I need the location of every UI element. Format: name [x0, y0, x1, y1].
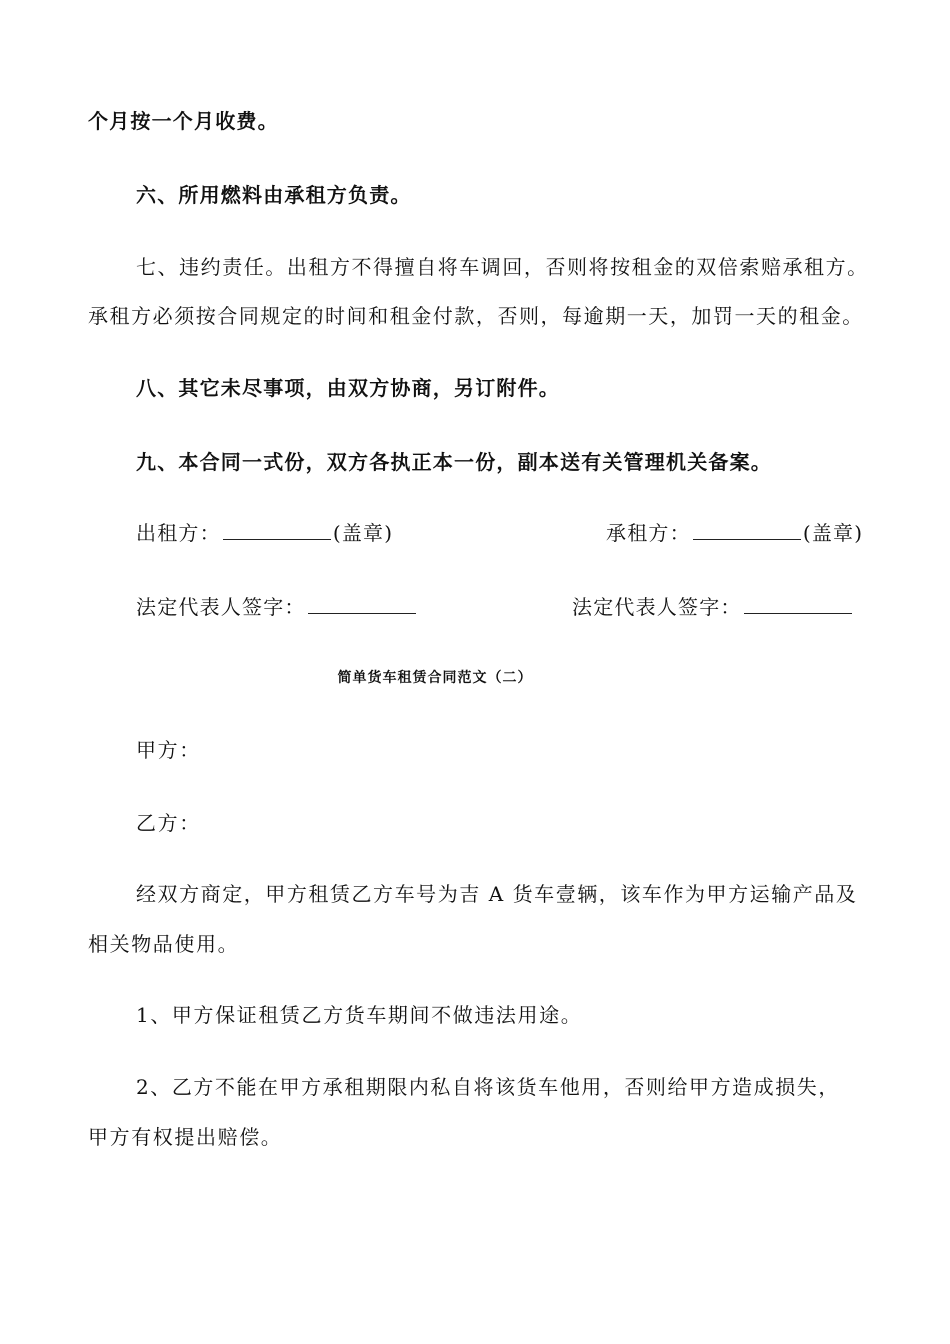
term-two-line2: 甲方有权提出赔偿。: [88, 1125, 283, 1149]
signature-lessee-label: 承租方：: [606, 521, 691, 545]
section-title: 简单货车租赁合同范文（二）: [337, 670, 533, 686]
signature-lessor-blank: [223, 521, 331, 540]
term-one: 1、甲方保证租赁乙方货车期间不做违法用途。: [136, 1003, 583, 1027]
paragraph-fee-end: 个月按一个月收费。: [88, 109, 279, 133]
signature-lessor: [136, 521, 393, 545]
signature-lessor-label: 出租方：: [136, 521, 221, 545]
clause-seven-line1: 七、违约责任。出租方不得擅自将车调回，否则将按租金的双倍索赔承租方。: [136, 255, 869, 279]
signature-lessee: [606, 521, 863, 545]
signature-lessor-seal: (盖章): [332, 521, 394, 545]
representative-right: [572, 595, 854, 619]
signature-lessee-blank: [693, 521, 801, 540]
clause-nine: 九、本合同一式份，双方各执正本一份，副本送有关管理机关备案。: [136, 450, 772, 474]
party-a-label: 甲方：: [136, 738, 201, 762]
agreement-line2: 相关物品使用。: [88, 932, 240, 956]
party-b-label: 乙方：: [136, 811, 201, 835]
representative-left-blank: [308, 595, 416, 614]
representative-left-label: 法定代表人签字：: [136, 595, 306, 619]
term-two-line1: 2、乙方不能在甲方承租期限内私自将该货车他用，否则给甲方造成损失，: [136, 1075, 840, 1099]
agreement-line1: 经双方商定，甲方租赁乙方车号为吉 A 货车壹辆，该车作为甲方运输产品及: [136, 882, 858, 906]
representative-right-label: 法定代表人签字：: [572, 595, 742, 619]
clause-seven-line2: 承租方必须按合同规定的时间和租金付款，否则，每逾期一天，加罚一天的租金。: [88, 304, 864, 328]
signature-lessee-seal: (盖章): [802, 521, 864, 545]
clause-eight: 八、其它未尽事项，由双方协商，另订附件。: [136, 376, 560, 400]
clause-six: 六、所用燃料由承租方负责。: [136, 183, 412, 207]
representative-left: [136, 595, 418, 619]
representative-right-blank: [744, 595, 852, 614]
